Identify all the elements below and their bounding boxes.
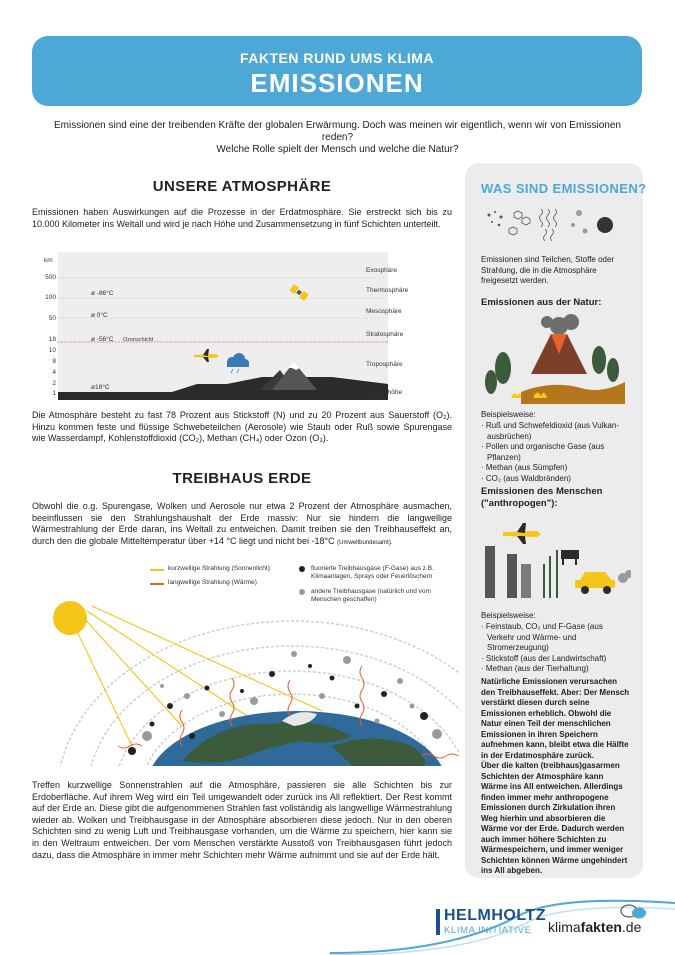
speech-bubbles-icon [620,902,648,922]
tick-18: 18 [48,336,56,343]
title-banner [32,36,642,106]
tree-icon [495,352,511,384]
layer-exosphere: Exosphäre [366,267,398,274]
temp-thermo: ø -86°C [91,290,114,297]
legend-short-wave: kurzwellige Strahlung (Sonnenlicht) [168,565,270,572]
layer-troposphere: Troposphäre [366,361,403,368]
tick-1: 1 [52,390,56,397]
composition-paragraph: Die Atmosphäre besteht zu fast 78 Prozent aus Stickstoff (N) und zu 20 Prozent aus Sauerstoff (O₂). Hinzu kommen feste und flüssige Schwebeteilchen (Aerosole) wie Staub oder Ruß sowie Spurengase wie Wasserdampf, Kohlenstoffdioxid (CO₂), Methan (CH₄) oder Ozon (O₃). [32,410,452,444]
legend-fgas-dot [299,566,305,572]
sidebar-bold-2: Über die kalten (treibhaus)gasarmen Schichten der Atmosphäre kann Wärme ins All entweichen. Allerdings finden immer mehr anthropogene Emissionen durch Zirkulation ihren Weg hierhin und absorbieren die Wärme vor der Erde. Dadurch werden auch immer höhere Schichten zu Wärmespeichern, und immer weniger Schichten können Wärme ungehindert ins All abgeben. [481,761,628,875]
atmosphere-heading: UNSERE ATMOSPHÄRE [152,178,332,195]
tick-2: 2 [52,380,56,387]
atmosphere-diagram [32,252,460,402]
nature-examples-list [481,421,631,484]
temp-meso: ø 0°C [91,312,108,319]
legend-other: andere Treibhausgase (natürlich und vom Menschen geschaffen) [311,588,431,603]
legend-short-wave-swatch [150,569,164,571]
layer-mesosphere: Mesosphäre [366,308,402,315]
cow-icon [561,550,579,565]
human-example: · Feinstaub, CO₂ und F-Gase (aus Verkehr und Wärme- und Stromerzeugung) [481,622,631,654]
layer-stratosphere: Stratosphäre [366,331,404,338]
temp-surface: ø18°C [91,384,110,391]
nature-example: · Ruß und Schwefeldioxid (aus Vulkan-ausbrüchen) [481,421,631,442]
legend-fgas: fluorierte Treibhausgase (F-Gase) aus z.B. Klimaanlagen, Sprays oder Feuerlöschern [311,565,434,580]
human-example: · Stickstoff (aus der Landwirtschaft) [481,654,631,665]
atmosphere-paragraph: Emissionen haben Auswirkungen auf die Prozesse in der Erdatmosphäre. Sie erstreckt sich bis zu 10.000 Kilometer ins Weltall und wird je nach Höhe und Zusammensetzung in fünf Schichten unterteilt. [32,207,452,229]
intro-line-2: Welche Rolle spielt der Mensch und welche die Natur? [216,144,459,155]
sidebar-definition: Emissionen sind Teilchen, Stoffe oder Strahlung, die in die Atmosphäre freigesetzt werden. [481,255,615,285]
greenhouse-closing: Treffen kurzwellige Sonnenstrahlen auf die Atmosphäre, passieren sie alle Schichten bis zur Erdoberfläche. Auf ihrem Weg wird ein Teil umgewandelt oder zurück ins All reflektiert. Der Rest kommt auf der Erde an. Diese gibt die aufgenommenen Strahlen fast vollständig als langwellige Wärmestrahlung wieder ab. Wolken und Treibhausgase in der Atmosphäre absorbieren diese jedoch. Nur in den oberen Schichten sind zu wenig Luft und Treibhausgase vorhanden, um die Wärme zu speichern, hier kann sie in den Weltraum entweichen. Der vom Menschen verstärkte Ausstoß von Treibhausgasen führt jedoch dazu, dass die Atmosphäre in immer mehr Schichten mehr Wärme aufnimmt und sie auf der Erde hält. [32,780,452,860]
tick-8: 8 [52,358,56,365]
nature-illustration [481,312,631,404]
klimafakten-logo: klimafakten.de [548,919,642,935]
sidebar-bold-1: Natürliche Emissionen verursachen den Treibhauseffekt. Aber: Der Mensch verstärkt diesen durch seine Emissionen erheblich. Obwohl die Natur einen Teil der menschlichen Emissionen in ihren Speichern aufnehmen kann, bleibt etwa die Hälfte in der Erdatmosphäre zurück. [481,677,630,760]
nature-example: · CO₂ (aus Waldbränden) [481,474,631,485]
sidebar-title: WAS SIND EMISSIONEN? [481,181,647,196]
nature-example: · Pollen und organische Gase (aus Pflanzen) [481,442,631,463]
nature-example: · Methan (aus Sümpfen) [481,463,631,474]
human-examples-list [481,622,631,675]
nature-heading: Emissionen aus der Natur: [481,297,602,308]
plane-icon [503,523,541,544]
tick-4: 4 [52,369,56,376]
chimney-2 [507,554,517,598]
tick-100: 100 [45,294,56,301]
emissions-icons [481,205,621,247]
layer-thermosphere: Thermosphäre [366,287,409,294]
axis-unit: km [44,257,53,264]
ozone-label: Ozonschicht [123,337,154,343]
human-illustration [481,520,631,598]
diagram-background [58,252,388,400]
legend-long-wave-swatch [150,583,164,585]
human-examples-label: Beispielsweise: [481,611,536,620]
kicker: FAKTEN RUND UMS KLIMA [239,50,435,66]
helmholtz-logo: HELMHOLTZ [444,907,546,924]
intro-line-1: Emissionen sind eine der treibenden Kräfte der globalen Erwärmung. Doch was meinen wir eigentlich, wenn wir von Emissionen reden? [54,120,621,143]
greenhouse-heading: TREIBHAUS ERDE [172,470,312,487]
nature-examples-label: Beispielsweise: [481,410,536,419]
klima-initiative: KLIMA INITIATIVE [444,925,532,936]
tick-10: 10 [48,347,56,354]
human-example: · Methan (aus der Tierhaltung) [481,664,631,675]
temp-strato: ø -56°C [91,336,114,343]
human-heading: Emissionen des Menschen ("anthropogen"): [481,486,603,509]
source: (Umweltbundesamt). [337,539,393,546]
tick-500: 500 [45,274,56,281]
greenhouse-illustration [32,596,460,766]
layer-sea-level: Meereshöhe [366,389,403,396]
legend-long-wave: langwellige Strahlung (Wärme) [168,579,257,586]
tick-50: 50 [48,315,56,322]
legend-other-dot [299,589,305,595]
helmholtz-logo-bar [436,909,440,935]
intro [40,120,635,156]
greenhouse-paragraph: Obwohl die o.g. Spurengase, Wolken und Aerosole nur etwa 2 Prozent der Atmosphäre ausmachen, beeinflussen sie den Strahlungshaushalt der Erde massiv: Nur sie hindern die langwellige Wärmestrahlung der Erde daran, ins Weltall zu entweichen. Damit treiben sie den Treibhauseffekt an, durch den die globale Mitteltemperatur über +14 °C liegt und nicht bei -18°C (Umweltbundesamt). [32,501,452,546]
sun-icon [53,601,87,635]
page-title: EMISSIONEN [250,68,424,98]
chimney-1 [485,546,495,598]
